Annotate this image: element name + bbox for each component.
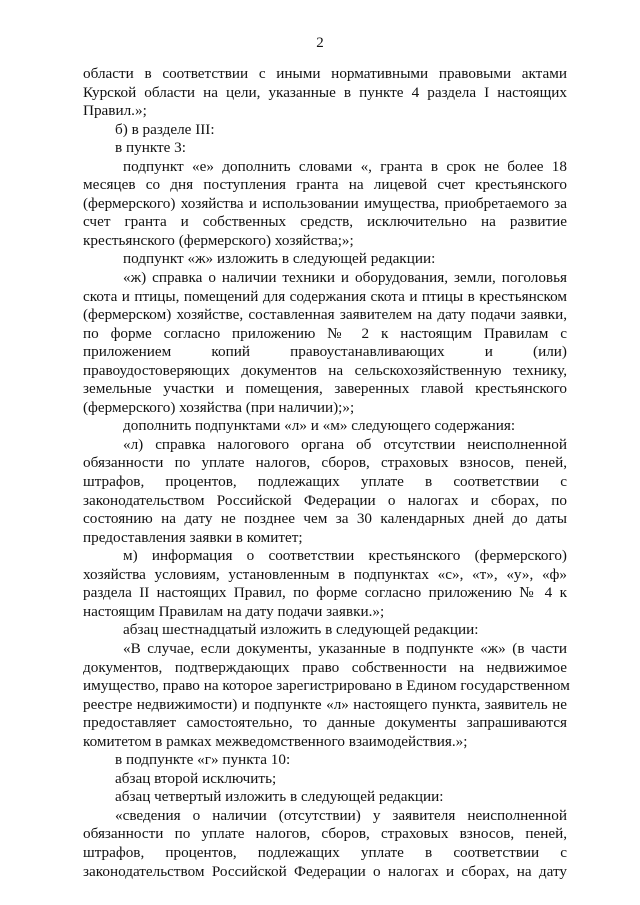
text-line: правоудостоверяющих документов на сельскохозяйственную технику, — [83, 361, 567, 379]
text-line: имущество, право на которое зарегистрировано в Едином государственном — [83, 677, 570, 695]
text-line: дополнить подпунктами «л» и «м» следующего содержания: — [123, 417, 516, 435]
text-line: штрафов, процентов, подлежащих уплате в соответствии с — [83, 843, 567, 861]
text-line: (фермерского) хозяйства и использовании имущества, приобретаемого за — [83, 194, 567, 212]
text-line: «л) справка налогового органа об отсутствии неисполненной — [123, 435, 567, 453]
text-line: законодательством Российской Федерации о налогах и сборах, по — [83, 491, 567, 509]
text-line: подпункт «е» дополнить словами «, гранта в срок не более 18 — [123, 157, 567, 175]
text-line: штрафов, процентов, подлежащих уплате в соответствии с — [83, 473, 567, 491]
text-line: Правил.»; — [83, 102, 147, 120]
page-number: 2 — [316, 35, 324, 51]
text-line: обязанности по уплате налогов, сборов, страховых взносов, пеней, — [83, 825, 567, 843]
text-line: б) в разделе III: — [115, 120, 215, 138]
text-line: реестре недвижимости) и подпункте «л» настоящего пункта, заявитель не — [83, 695, 567, 713]
text-line: области в соответствии с иными нормативными правовыми актами — [83, 65, 567, 82]
text-line: раздела II настоящих Правил, по форме согласно приложению № 4 к — [83, 584, 567, 602]
text-line: предоставления заявки в комитет; — [83, 528, 303, 546]
text-line: (фермерском) хозяйстве, составленная заявителем на дату подачи заявки, — [83, 306, 567, 324]
text-line: «ж) справка о наличии техники и оборудования, земли, поголовья — [123, 269, 567, 287]
text-line: месяцев со дня поступления гранта на лицевой счет крестьянского — [83, 176, 567, 194]
text-line: м) информация о соответствии крестьянского (фермерского) — [123, 547, 567, 565]
text-line: обязанности по уплате налогов, сборов, страховых взносов, пеней, — [83, 454, 567, 472]
text-line: абзац второй исключить; — [115, 769, 277, 787]
body-text — [83, 65, 570, 881]
text-line: комитетом в рамках межведомственного взаимодействия.»; — [83, 732, 468, 750]
text-line: документов, подтверждающих право собственности на недвижимое — [83, 658, 567, 676]
text-line: по форме согласно приложению № 2 к настоящим Правилам с — [83, 324, 567, 342]
text-line: земельные участки и помещения, заверенных главой крестьянского — [83, 380, 567, 398]
text-line: «сведения о наличии (отсутствии) у заявителя неисполненной — [115, 806, 567, 824]
text-line: хозяйства условиям, установленным в подпунктах «с», «т», «у», «ф» — [83, 565, 567, 583]
text-line: в пункте 3: — [115, 139, 186, 157]
text-line: законодательством Российской Федерации о налогах и сборах, на дату — [83, 862, 567, 880]
text-line: скота и птицы, помещений для содержания скота и птицы в крестьянском — [83, 287, 567, 305]
text-line: настоящим Правилам на дату подачи заявки.»; — [83, 602, 385, 620]
text-line: состоянию на дату не позднее чем за 30 календарных дней до даты — [83, 510, 567, 528]
text-line: счет гранта и собственных средств, исключительно на развитие — [83, 213, 567, 231]
text-line: подпункт «ж» изложить в следующей редакции: — [123, 250, 436, 268]
text-line: (фермерского) хозяйства (при наличии);»; — [83, 398, 355, 416]
text-line: Курской области на цели, указанные в пункте 4 раздела I настоящих — [83, 83, 567, 101]
text-line: крестьянского (фермерского) хозяйства;»; — [83, 231, 354, 249]
text-line: абзац шестнадцатый изложить в следующей редакции: — [123, 621, 479, 639]
text-line: предоставляет самостоятельно, то данные документы запрашиваются — [83, 714, 567, 732]
text-line: абзац четвертый изложить в следующей редакции: — [115, 788, 444, 806]
text-line: приложением копий правоустанавливающих и (или) — [83, 343, 567, 361]
text-line: «В случае, если документы, указанные в подпункте «ж» (в части — [123, 639, 567, 657]
text-line: в подпункте «г» пункта 10: — [115, 751, 291, 769]
